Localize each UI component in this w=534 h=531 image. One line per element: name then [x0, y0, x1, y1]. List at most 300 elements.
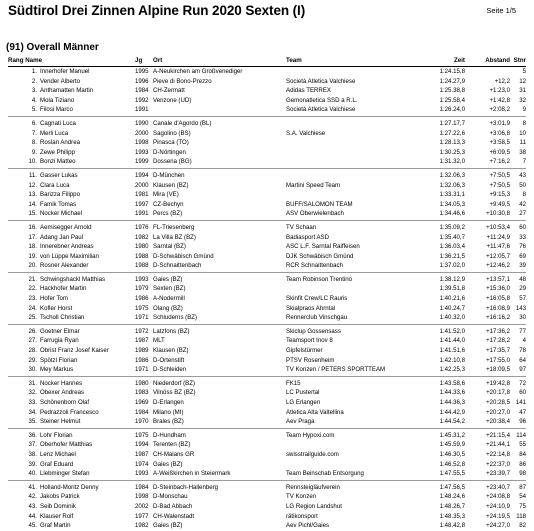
- hometown: La Villa BZ (BZ): [153, 233, 196, 241]
- rank: 6.: [31, 119, 37, 127]
- team-name: Rennsteigläufverein: [286, 483, 340, 491]
- bib-number: 143: [515, 304, 526, 312]
- table-row: [8, 294, 526, 304]
- bib-number: 87: [519, 483, 526, 491]
- time-gap: +19:42,8: [486, 379, 510, 387]
- rank: 42.: [28, 493, 37, 501]
- birth-year: 2002: [135, 502, 149, 510]
- finish-time: 1:30.25,3: [439, 148, 465, 156]
- table-row: [8, 492, 526, 502]
- hometown: Vilnöss BZ (BZ): [153, 389, 196, 397]
- rank: 15.: [28, 210, 37, 218]
- rank: 16.: [28, 223, 37, 231]
- bib-number: 78: [519, 347, 526, 355]
- athlete-name: Merli Luca: [40, 129, 69, 137]
- hometown: Percs (BZ): [153, 210, 183, 218]
- athlete-name: Gasser Lukas: [40, 171, 78, 179]
- bib-number: 42: [519, 200, 526, 208]
- time-gap: +16:05,8: [486, 295, 510, 303]
- hometown: CZ-Bechyn: [153, 200, 184, 208]
- bib-number: 84: [519, 450, 526, 458]
- birth-year: 1986: [135, 295, 149, 303]
- athlete-name: Spötzl Florian: [40, 356, 78, 364]
- birth-year: 1987: [135, 337, 149, 345]
- hometown: Gaies (BZ): [153, 522, 183, 530]
- birth-year: 1979: [135, 285, 149, 293]
- table-row: [8, 242, 526, 252]
- finish-time: 1:45.59,9: [439, 441, 465, 449]
- table-row: [8, 252, 526, 262]
- table-row: [8, 304, 526, 314]
- finish-time: 1:34.05,3: [439, 200, 465, 208]
- bib-number: 141: [515, 399, 526, 406]
- bib-number: 77: [519, 327, 526, 335]
- table-row: [8, 261, 526, 271]
- athlete-name: Mey Markus: [40, 366, 74, 374]
- table-header: [8, 56, 526, 65]
- birth-year: 1998: [135, 493, 149, 501]
- finish-time: 1:48.35,3: [439, 512, 465, 520]
- athlete-name: Innerhofer Manuel: [40, 68, 90, 75]
- finish-time: 1:45.31,2: [439, 431, 465, 439]
- birth-year: 1984: [135, 87, 149, 95]
- time-gap: +1:42,8: [489, 96, 510, 104]
- athlete-name: Lohr Florian: [40, 431, 73, 439]
- birth-year: 1977: [135, 512, 149, 520]
- birth-year: 1991: [135, 210, 149, 218]
- table-row: [8, 275, 526, 285]
- hometown: Canale d'Agordo (BL): [153, 119, 212, 127]
- finish-time: 1:27.17,7: [439, 119, 465, 127]
- table-row: [8, 190, 526, 200]
- bib-number: 4: [522, 337, 526, 345]
- hometown: D-Ortenstift: [153, 356, 185, 364]
- bib-number: 43: [519, 171, 526, 179]
- team-name: Team Beinschab Entsorgung: [286, 470, 364, 478]
- team-name: LG Erlangen: [286, 399, 321, 406]
- athlete-name: Mola Tiziano: [40, 96, 75, 104]
- team-name: Rennerclub Vinschgau: [286, 314, 348, 322]
- birth-year: 1982: [135, 522, 149, 530]
- hometown: D-Hundham: [153, 431, 186, 439]
- finish-time: 1:27.22,6: [439, 129, 465, 137]
- finish-time: 1:38.12,9: [439, 275, 465, 283]
- athlete-name: Klauser Rolf: [40, 512, 74, 520]
- table-row: [8, 346, 526, 356]
- rank: 7.: [31, 129, 37, 137]
- hometown: Sagolino (BS): [153, 129, 191, 137]
- rank: 45.: [28, 522, 37, 530]
- hometown: Venzone (UD): [153, 96, 192, 104]
- team-name: PTSV Rosenheim: [286, 356, 335, 364]
- time-gap: +7:50,5: [489, 181, 510, 189]
- birth-year: 1980: [135, 379, 149, 387]
- hometown: CH-Walenstadt: [153, 512, 195, 520]
- bib-number: 64: [519, 356, 526, 364]
- hometown: CH-Malans GR: [153, 450, 195, 458]
- team-name: FK15: [286, 379, 301, 387]
- finish-time: 1:25.38,8: [439, 87, 465, 95]
- rank: 44.: [28, 512, 37, 520]
- team-name: Teamsport Inov 8: [286, 337, 333, 345]
- time-gap: +2:08,2: [489, 106, 510, 114]
- finish-time: 1:46.52,8: [439, 460, 465, 468]
- bib-number: 118: [516, 512, 526, 520]
- table-row: [8, 431, 526, 441]
- rank: 29.: [28, 356, 37, 364]
- rank: 17.: [28, 233, 37, 241]
- table-row: [8, 313, 526, 323]
- birth-year: 1994: [135, 441, 149, 449]
- finish-time: 1:40.32,0: [439, 314, 465, 322]
- time-gap: +12:05,7: [486, 252, 510, 260]
- team-name: Società Atletica Valchiese: [286, 106, 356, 114]
- table-row: [8, 157, 526, 167]
- hometown: Gaies (BZ): [153, 275, 183, 283]
- birth-year: 1970: [135, 418, 149, 426]
- finish-time: 1:48.26,7: [439, 502, 465, 510]
- table-row: [8, 398, 526, 408]
- athlete-name: Innerebner Andreas: [40, 243, 94, 251]
- team-name: LC Pustertal: [286, 389, 320, 397]
- time-gap: +23:39,7: [486, 470, 510, 478]
- table-row: [8, 105, 526, 115]
- bib-number: 96: [519, 418, 526, 426]
- time-gap: +24:10,9: [486, 502, 510, 510]
- team-name: LG Region Landshut: [286, 502, 342, 510]
- bib-number: 8: [522, 191, 526, 199]
- rank: 18.: [28, 243, 37, 251]
- table-row: [8, 512, 526, 522]
- finish-time: 1:41.51,6: [439, 347, 465, 355]
- athlete-name: Anthamatten Martin: [40, 87, 94, 95]
- birth-year: 1983: [135, 389, 149, 397]
- team-name: Adidas TERREX: [286, 87, 331, 95]
- hometown: Olang (BZ): [153, 304, 183, 312]
- table-row: [8, 233, 526, 243]
- team-name: Società Atletica Valchiese: [286, 77, 356, 85]
- athlete-name: Vender Alberto: [40, 77, 80, 85]
- hometown: Latzfons (BZ): [153, 327, 190, 335]
- finish-time: 1:33.31,1: [439, 191, 465, 199]
- time-gap: +24:27,0: [486, 522, 510, 530]
- bib-number: 5: [522, 68, 526, 75]
- athlete-name: Rosner Alexander: [40, 262, 89, 270]
- time-gap: +9:49,5: [489, 200, 510, 208]
- time-gap: +18:09,5: [486, 366, 510, 374]
- athlete-name: Graf Martin: [40, 522, 71, 530]
- rank: 12.: [28, 181, 37, 189]
- table-row: [8, 408, 526, 418]
- time-gap: +3:06,8: [489, 129, 510, 137]
- rank: 5.: [31, 106, 37, 114]
- time-gap: +20:28,5: [486, 399, 510, 406]
- athlete-name: Nocker Michael: [40, 210, 82, 218]
- hometown: Sarntal (BZ): [153, 243, 186, 251]
- table-row: [8, 356, 526, 366]
- table-row: [8, 67, 526, 77]
- time-gap: +9:15,3: [489, 191, 510, 199]
- hometown: Brales (BZ): [153, 418, 184, 426]
- hometown: Gaies (BZ): [153, 460, 183, 468]
- birth-year: 1971: [135, 366, 149, 374]
- time-gap: +11:47,6: [486, 243, 510, 251]
- athlete-name: Filosi Marco: [40, 106, 73, 114]
- rank: 3.: [31, 87, 37, 95]
- rank: 20.: [28, 262, 37, 270]
- hometown: D-Schnaittenbach: [153, 262, 202, 270]
- hometown: Terenten (BZ): [153, 441, 191, 449]
- team-name: BUFF/SALOMON TEAM: [286, 200, 353, 208]
- table-row: [8, 365, 526, 375]
- birth-year: 1987: [135, 450, 149, 458]
- bib-number: 32: [519, 96, 526, 104]
- finish-time: 1:24.27,9: [439, 77, 465, 85]
- time-gap: +10:53,4: [486, 223, 510, 231]
- rank: 23.: [28, 295, 37, 303]
- athlete-name: Seib Dominik: [40, 502, 76, 510]
- table-row: [8, 129, 526, 139]
- athlete-name: Holland-Moritz Denny: [40, 483, 99, 491]
- birth-year: 1994: [135, 171, 149, 179]
- rank: 25.: [28, 314, 37, 322]
- finish-time: 1:24.15,8: [439, 68, 465, 75]
- hometown: A-Nodermill: [153, 295, 185, 303]
- hometown: A-Weißkirchen in Steiermark: [153, 470, 231, 478]
- hometown: A-Neukirchen am Großvenediger: [153, 68, 243, 75]
- athlete-name: Lenz Michael: [40, 450, 76, 458]
- team-name: rätikonsport: [286, 512, 318, 520]
- hometown: Niederdorf (BZ): [153, 379, 195, 387]
- hometown: CH-Zermatt: [153, 87, 185, 95]
- finish-time: 1:44.36,3: [439, 399, 465, 406]
- finish-time: 1:36.21,5: [439, 252, 465, 260]
- table-row: [8, 77, 526, 87]
- bib-number: 10: [519, 129, 526, 137]
- finish-time: 1:48.24,6: [439, 493, 465, 501]
- finish-time: 1:48.42,8: [439, 522, 465, 530]
- athlete-name: Clara Luca: [40, 181, 70, 189]
- team-name: swisstrailguide.com: [286, 450, 339, 458]
- finish-time: 1:28.13,3: [439, 139, 465, 147]
- birth-year: 2000: [135, 181, 149, 189]
- table-row: [8, 181, 526, 191]
- bib-number: 12: [519, 77, 526, 85]
- finish-time: 1:37.02,0: [439, 262, 465, 270]
- rank: 38.: [28, 450, 37, 458]
- table-row: [8, 417, 526, 427]
- results-table: [8, 67, 526, 531]
- athlete-name: von Lüppe Maximilian: [40, 252, 99, 260]
- section-heading: (91) Overall Männer: [6, 42, 99, 53]
- table-row: [8, 460, 526, 470]
- hometown: D-Erlangen: [153, 399, 184, 406]
- rank: 36.: [28, 431, 37, 439]
- rank: 43.: [28, 502, 37, 510]
- hometown: Sexten (BZ): [153, 285, 186, 293]
- hometown: Dossena (BG): [153, 158, 192, 166]
- team-name: Skinfit Crew/LC Rauris: [286, 295, 348, 303]
- finish-time: 1:44.54,2: [439, 418, 465, 426]
- time-gap: +7:50,5: [489, 171, 510, 179]
- bib-number: 11: [519, 139, 526, 147]
- birth-year: 1981: [135, 191, 149, 199]
- team-name: Martini Speed Team: [286, 181, 341, 189]
- header-place: Ort: [153, 57, 163, 64]
- finish-time: 1:26.24,0: [439, 106, 465, 114]
- bib-number: 31: [519, 87, 526, 95]
- table-row: [8, 119, 526, 129]
- athlete-name: Cagnati Luca: [40, 119, 76, 127]
- bib-number: 98: [519, 470, 526, 478]
- finish-time: 1:41.44,0: [439, 337, 465, 345]
- bib-number: 9: [522, 106, 526, 114]
- hometown: Milano (MI): [153, 408, 184, 416]
- hometown: D-Monschau: [153, 493, 188, 501]
- birth-year: 1980: [135, 243, 149, 251]
- bib-number: 7: [522, 158, 526, 166]
- birth-year: 1989: [135, 347, 149, 355]
- athlete-name: Schönenborn Olaf: [40, 399, 90, 406]
- time-gap: +17:36,2: [486, 327, 510, 335]
- birth-year: 1984: [135, 483, 149, 491]
- athlete-name: Barizza Filippo: [40, 191, 80, 199]
- athlete-name: Goetner Elmar: [40, 327, 80, 335]
- team-name: Gemonatletica SSD a R.L.: [286, 96, 358, 104]
- time-gap: +23:40,7: [486, 483, 510, 491]
- team-name: TV Konzen: [286, 493, 317, 501]
- bib-number: 97: [519, 366, 526, 374]
- athlete-name: Llebminger Stefan: [40, 470, 90, 478]
- table-row: [8, 209, 526, 219]
- table-row: [8, 171, 526, 181]
- finish-time: 1:40.24,7: [439, 304, 465, 312]
- table-row: [8, 440, 526, 450]
- athlete-name: Aemisegger Arnold: [40, 223, 92, 231]
- birth-year: 1974: [135, 460, 149, 468]
- finish-time: 1:32.06,3: [439, 171, 465, 179]
- hometown: D-Bad Abbach: [153, 502, 193, 510]
- team-name: ASC L.F. Sarntal Raiffeisen: [286, 243, 360, 251]
- hometown: FL-Triesenberg: [153, 223, 195, 231]
- time-gap: +17:35,7: [486, 347, 510, 355]
- athlete-name: Famik Tomas: [40, 200, 77, 208]
- bib-number: 72: [519, 379, 526, 387]
- bib-number: 27: [519, 210, 526, 218]
- rank: 35.: [28, 418, 37, 426]
- time-gap: +21:44,1: [486, 441, 510, 449]
- hometown: D-Steinbach-Hallenberg: [153, 483, 219, 491]
- header-team: Team: [286, 57, 302, 64]
- athlete-name: Tscholl Christian: [40, 314, 85, 322]
- bib-number: 38: [519, 148, 526, 156]
- time-gap: +17:55,0: [486, 356, 510, 364]
- time-gap: +20:17,8: [486, 389, 510, 397]
- rank: 41.: [28, 483, 37, 491]
- time-gap: +16:08,9: [486, 304, 510, 312]
- team-name: Aev Praga: [286, 418, 315, 426]
- birth-year: 1984: [135, 408, 149, 416]
- bib-number: 75: [519, 502, 526, 510]
- athlete-name: Graf Eduard: [40, 460, 74, 468]
- athlete-name: Hackhofer Martin: [40, 285, 87, 293]
- bib-number: 55: [519, 441, 526, 449]
- finish-time: 1:47.55,5: [439, 470, 465, 478]
- table-row: [8, 200, 526, 210]
- rank: 40.: [28, 470, 37, 478]
- time-gap: +6:09,5: [489, 148, 510, 156]
- rank: 2.: [31, 77, 37, 85]
- header-gap: Abstand: [485, 57, 510, 64]
- birth-year: 1991: [135, 106, 149, 114]
- rank: 8.: [31, 139, 37, 147]
- bib-number: 60: [519, 389, 526, 397]
- table-row: [8, 327, 526, 337]
- time-gap: +3:01,9: [489, 119, 510, 127]
- birth-year: 1972: [135, 327, 149, 335]
- birth-year: 1992: [135, 96, 149, 104]
- birth-year: 2000: [135, 129, 149, 137]
- athlete-name: Obexer Andreas: [40, 389, 85, 397]
- birth-year: 1993: [135, 275, 149, 283]
- table-row: [8, 96, 526, 106]
- finish-time: 1:43.58,6: [439, 379, 465, 387]
- birth-year: 1988: [135, 262, 149, 270]
- rank: 14.: [28, 200, 37, 208]
- rank: 9.: [31, 148, 37, 156]
- rank: 31.: [28, 379, 37, 387]
- finish-time: 1:40.21,6: [439, 295, 465, 303]
- athlete-name: Jakobs Patrick: [40, 493, 80, 501]
- table-row: [8, 469, 526, 479]
- birth-year: 1971: [135, 314, 149, 322]
- hometown: Pieve di Bono-Prezzo: [153, 77, 212, 85]
- time-gap: +22:14,8: [486, 450, 510, 458]
- athlete-name: Schwingshackl Matthias: [40, 275, 106, 283]
- bib-number: 60: [519, 223, 526, 231]
- birth-year: 1993: [135, 148, 149, 156]
- table-row: [8, 502, 526, 512]
- team-name: Atletica Alta Valtellina: [286, 408, 344, 416]
- finish-time: 1:41.52,0: [439, 327, 465, 335]
- rank: 28.: [28, 347, 37, 355]
- athlete-name: Kofler Horst: [40, 304, 73, 312]
- finish-time: 1:34.46,6: [439, 210, 465, 218]
- rank: 22.: [28, 285, 37, 293]
- team-name: RCR Schnaittenbach: [286, 262, 343, 270]
- time-gap: +10:30,8: [486, 210, 510, 218]
- rank: 27.: [28, 337, 37, 345]
- finish-time: 1:46.30,5: [439, 450, 465, 458]
- birth-year: 1998: [135, 139, 149, 147]
- birth-year: 1995: [135, 68, 149, 75]
- birth-year: 1975: [135, 431, 149, 439]
- finish-time: 1:42.25,3: [439, 366, 465, 374]
- time-gap: +20:27,0: [486, 408, 510, 416]
- rank: 11.: [28, 171, 37, 179]
- time-gap: +21:15,4: [486, 431, 510, 439]
- header-year: Jg: [135, 57, 143, 64]
- table-row: [8, 450, 526, 460]
- birth-year: 1999: [135, 158, 149, 166]
- team-name: S.A. Valchiese: [286, 129, 326, 137]
- rank: 26.: [28, 327, 37, 335]
- table-row: [8, 138, 526, 148]
- birth-year: 1997: [135, 200, 149, 208]
- birth-year: 1976: [135, 223, 149, 231]
- rank: 34.: [28, 408, 37, 416]
- table-row: [8, 336, 526, 346]
